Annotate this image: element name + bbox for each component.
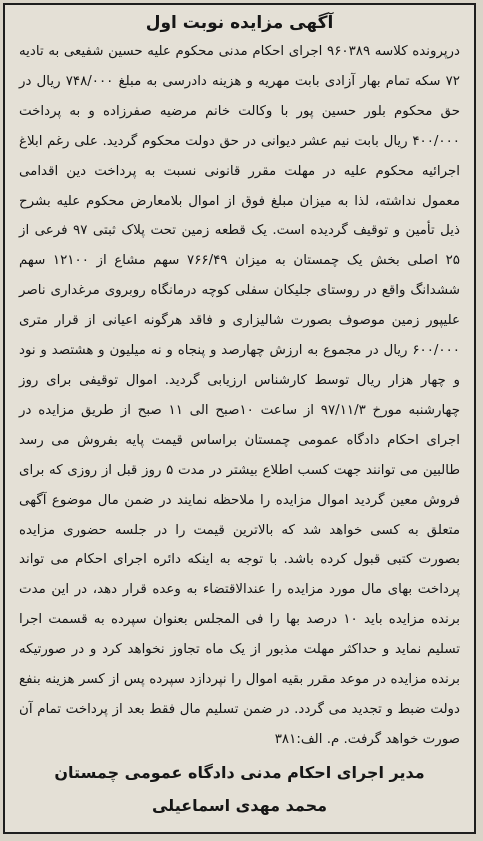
notice-body: درپرونده کلاسه ۹۶۰۳۸۹ اجرای احکام مدنی محکوم علیه حسین شفیعی به تادیه ۷۲ سکه تمام بهار آزادی بابت مهریه و هزینه دادرسی به مبلغ ۷۴۸/۰۰۰ ریال در حق محکوم بلور حسین پور با وکالت خانم مرضیه صفرزاده و به پرداخت ۴۰۰/۰۰۰ ریال بابت نیم عشر دیوانی در حق دولت محکوم گردید. علی رغم ابلاغ اجرائیه محکوم علیه در مهلت مقرر قانونی نسبت به پرداخت دین اقدامی معمول نداشته، لذا به میزان مبلغ فوق از اموال بلامعارض محکوم علیه بشرح ذیل تأمین و توقیف گردیده است. یک قطعه زمین تحت پلاک ثبتی ۹۷ فرعی از ۲۵ اصلی بخش یک چمستان به میزان ۷۶۶/۴۹ سهم مشاع از ۱۲۱۰۰ سهم ششدانگ واقع در روستای جلیکان سفلی کوچه درمانگاه روبروی مرغداری ناصر علیپور زمین موصوف بصورت شالیزاری و فاقد هرگونه اعیانی از قرار متری ۶۰۰/۰۰۰ ریال در مجموع به ارزش چهارصد و پنجاه و نه میلیون و هشتصد و نود و چهار هزار ریال توسط کارشناس ارزیابی گردید. اموال توقیفی برای روز چهارشنبه مورخ ۹۷/۱۱/۳ از ساعت ۱۰صبح الی ۱۱ صبح از طریق مزایده در اجرای احکام دادگاه عمومی چمستان براساس قیمت پایه بفروش می رسد طالبین می توانند جهت کسب اطلاع بیشتر در مدت ۵ روز قبل از روزی که برای فروش معین گردید اموال مزایده را ملاحظه نمایند در ضمن مال موضوع آگهی متعلق به کسی خواهد شد که بالاترین قیمت را در جلسه حضوری مزایده بصورت کتبی قبول کرده باشد. با توجه به اینکه دائره اجرای احکام می تواند پرداخت بهای مال مورد مزایده را عندالاقتضاء به وعده قرار دهد، در این مدت برنده مزایده باید ۱۰ درصد بها را فی المجلس بعنوان سپرده به قسمت اجرا تسلیم نماید و حداکثر مهلت مذبور از یک ماه تجاوز نخواهد کرد و در صورتیکه برنده مزایده در موعد مقرر بقیه اموال را نپردازد سپرده پس از کسر هزینه بنفع دولت ضبط و تجدید می گردد. در ضمن تسلیم مال فقط بعد از پرداخت تمام آن صورت خواهد گرفت. م. الف:۳۸۱ <box>19 44 461 747</box>
signature-title: مدیر اجرای احکام مدنی دادگاه عمومی چمستان <box>54 762 425 782</box>
signature-name: محمد مهدی اسماعیلی <box>151 795 328 815</box>
auction-notice <box>3 3 476 834</box>
notice-title: آگهی مزایده نوبت اول <box>145 13 334 33</box>
